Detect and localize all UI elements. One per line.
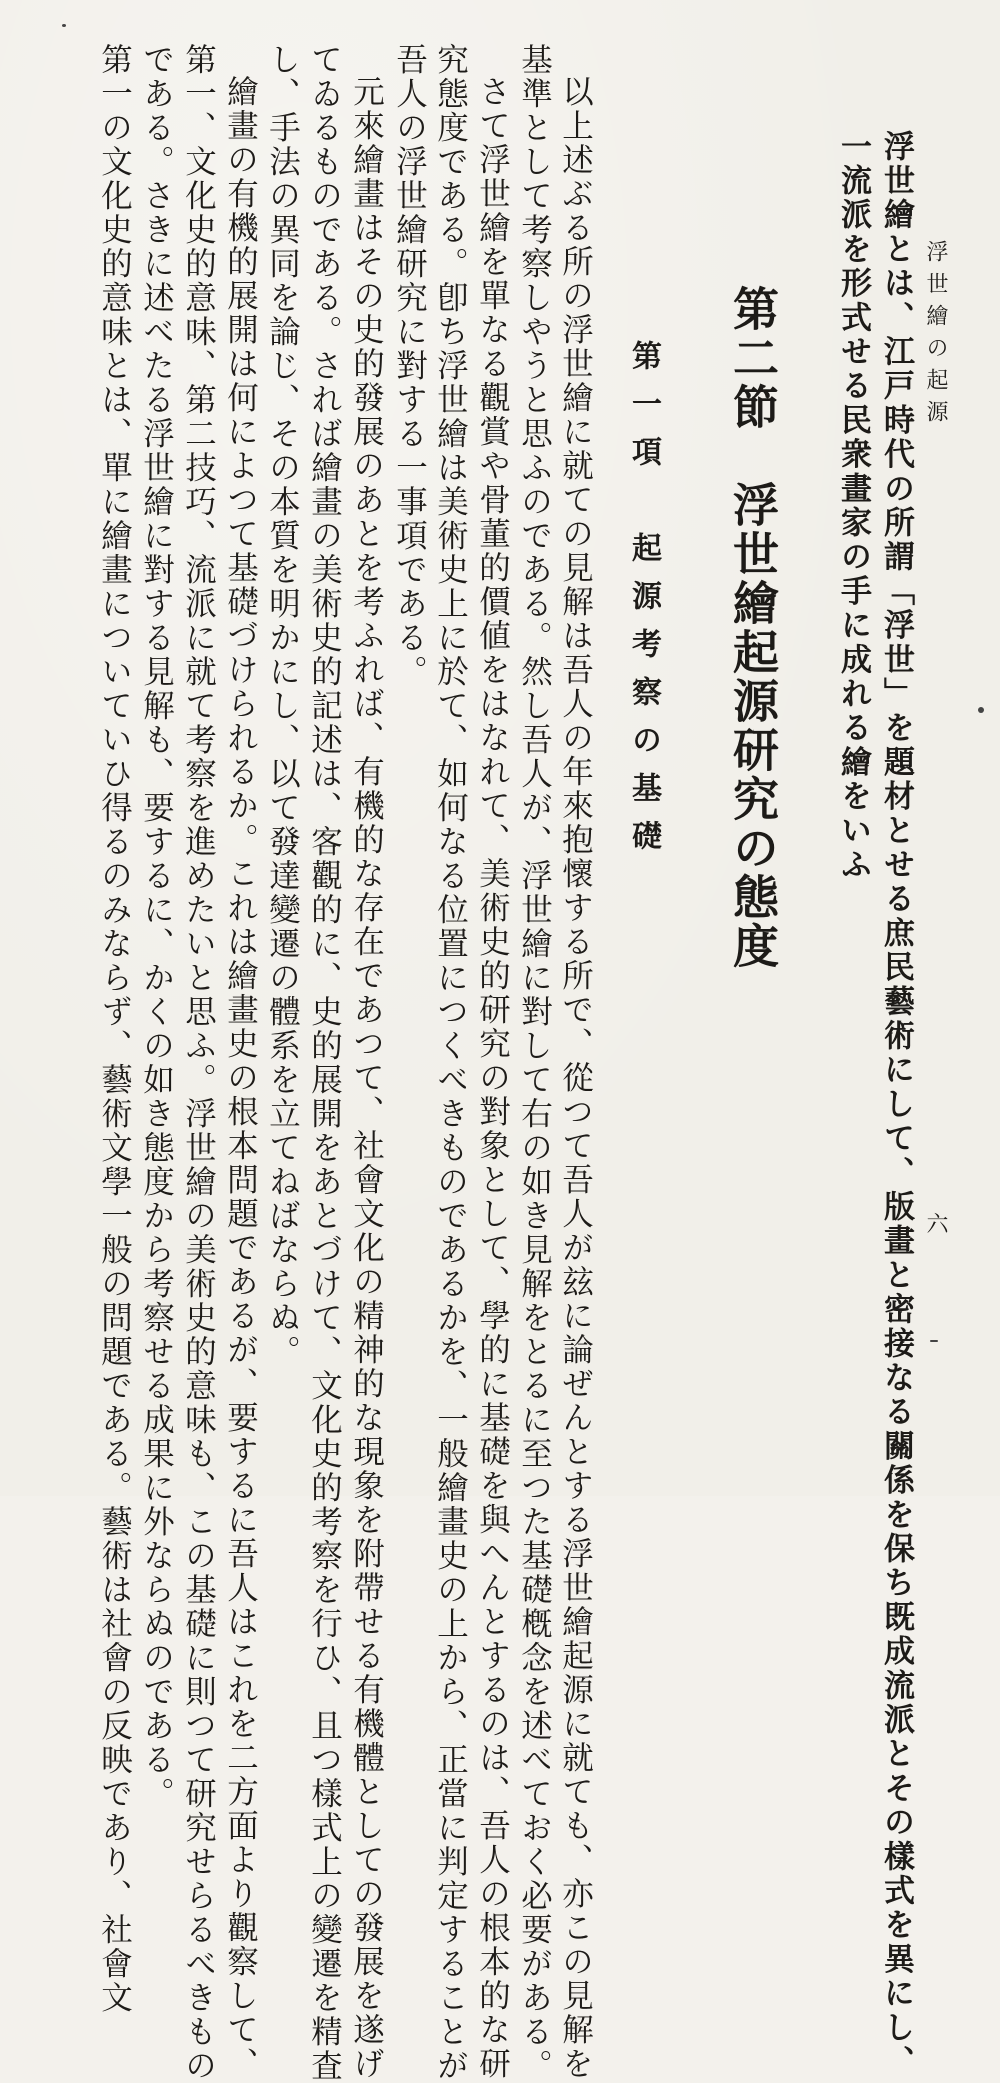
section-title: 第二節 浮世繪起源研究の態度 bbox=[726, 285, 780, 971]
body-line: である。さきに述べたる浮世繪に對する見解も、要するに、かくの如き態度から考察せる成果に外ならぬのである。 bbox=[138, 43, 175, 1811]
body-line: てゐるものである。されば繪畫の美術史的記述は、客觀的に、史的展開をあとづけて、文化史的考察を行ひ、且つ樣式上の變遷を精査 bbox=[306, 43, 343, 2083]
subsection-title: 第一項 起源考察の基礎 bbox=[626, 340, 661, 868]
body-line: 繪畫の有機的展開は何によつて基礎づけられるか。これは繪畫史の根本問題であるが、要するに吾人はこれを二方面より觀察して、 bbox=[222, 75, 259, 2081]
body-line: 吾人の浮世繪研究に對する一事項である。 bbox=[391, 43, 428, 689]
body-line: し、手法の異同を論じ、その本質を明かにし、以て發達變遷の體系を立てねばならぬ。 bbox=[264, 43, 301, 1369]
definition-line: 一流派を形式せる民衆畫家の手に成れる繪をいふ bbox=[835, 130, 871, 883]
body-line: 以上述ぶる所の浮世繪に就ての見解は吾人の年來抱懷する所で、從つて吾人が玆に論ぜんとする浮世繪起源に就ても、亦この見解を bbox=[557, 75, 594, 2081]
body-line: 第一の文化史的意味とは、單に繪畫についていひ得るのみならず、藝術文學一般の問題である。藝術は社會の反映であり、社會文 bbox=[96, 43, 133, 2015]
body-line: 第一、文化史的意味、第二技巧、流派に就て考察を進めたいと思ふ。浮世繪の美術史的意味も、この基礎に則つて研究せらるべきもの bbox=[180, 43, 217, 2083]
body-line: 元來繪畫はその史的發展のあとを考ふれば、有機的な存在であつて、社會文化の精神的な現象を附帶せる有機體としての發展を遂げ bbox=[348, 75, 385, 2081]
speck-mark bbox=[62, 24, 66, 27]
body-line: 究態度である。卽ち浮世繪は美術史上に於て、如何なる位置につくべきものであるかを、一般繪畫史の上から、正當に判定することが bbox=[432, 43, 469, 2083]
definition-line: 浮世繪とは、江戸時代の所謂「浮世」を題材とせる庶民藝術にして、版畫と密接なる關係を保ち既成流派とその樣式を異にし、 bbox=[878, 130, 914, 2080]
speck-mark bbox=[930, 1340, 938, 1342]
page-number: 六 bbox=[923, 1212, 948, 1234]
speck-mark bbox=[978, 707, 984, 713]
running-title: 浮世繪の起源 bbox=[923, 240, 948, 432]
body-line: 基準として考察しやうと思ふのである。然し吾人が、浮世繪に對して右の如き見解をとるに至つた基礎槪念を述べておく必要がある。 bbox=[516, 43, 553, 2083]
body-line: さて浮世繪を單なる觀賞や骨董的價値をはなれて、美術史的研究の對象として、學的に基礎を與へんとするのは、吾人の根本的な研 bbox=[474, 75, 511, 2081]
